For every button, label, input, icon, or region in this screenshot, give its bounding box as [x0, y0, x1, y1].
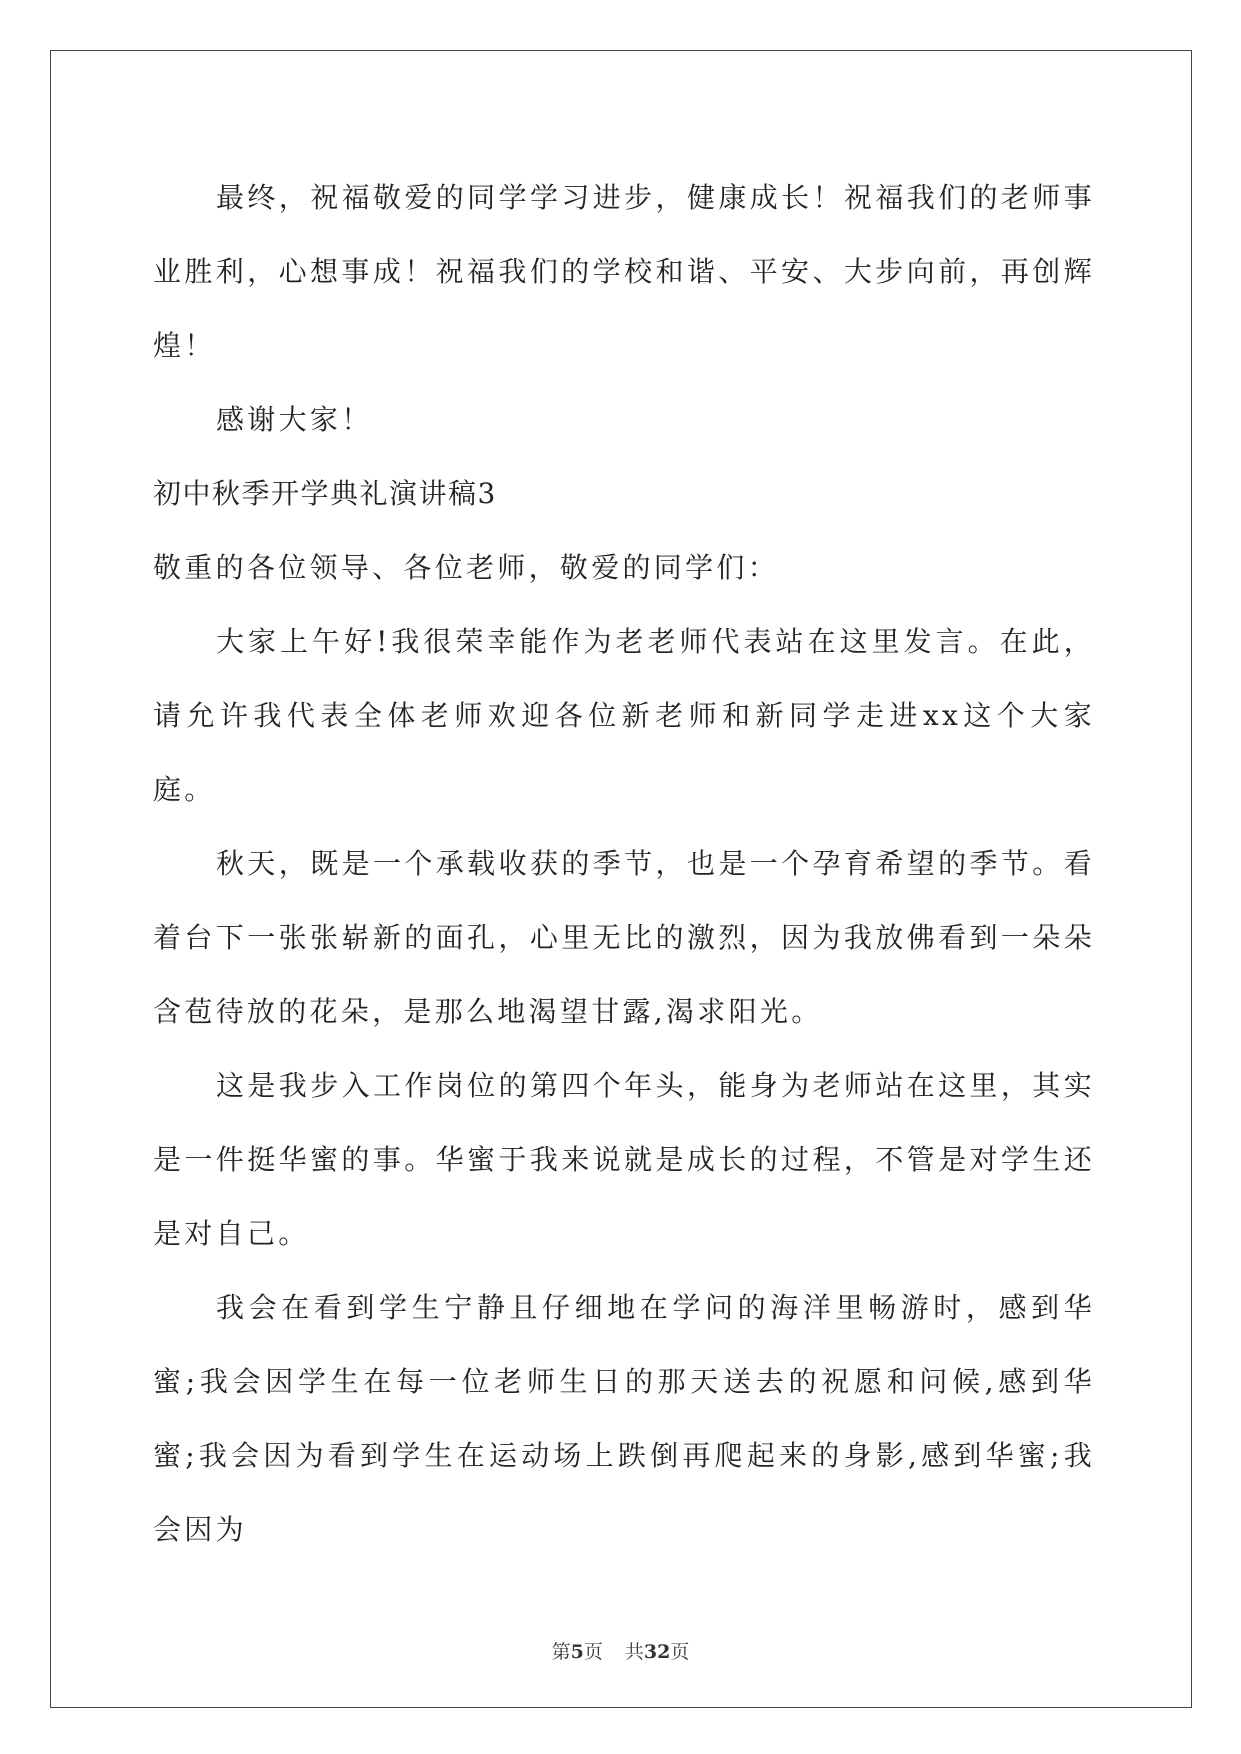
paragraph-happiness: 我会在看到学生宁静且仔细地在学问的海洋里畅游时，感到华蜜;我会因学生在每一位老师生日的那天送去的祝愿和问候,感到华蜜;我会因为看到学生在运动场上跌倒再爬起来的身影,感到华蜜;我会因为 [153, 1291, 1095, 1546]
paragraph-closing-wishes: 最终，祝福敬爱的同学学习进步，健康成长！祝福我们的老师事业胜利，心想事成！祝福我们的学校和谐、平安、大步向前，再创辉煌！ [153, 181, 1095, 362]
section-heading: 初中秋季开学典礼演讲稿3 [153, 477, 497, 510]
footer-total-pages: 32 [643, 1641, 671, 1663]
salutation: 敬重的各位领导、各位老师，敬爱的同学们： [153, 551, 780, 584]
paragraph-autumn: 秋天，既是一个承载收获的季节，也是一个孕育希望的季节。看着台下一张张崭新的面孔，心里无比的激烈，因为我放佛看到一朵朵含苞待放的花朵，是那么地渴望甘露,渴求阳光。 [153, 847, 1095, 1028]
paragraph-thanks: 感谢大家！ [216, 403, 373, 436]
paragraph-greeting: 大家上午好!我很荣幸能作为老老师代表站在这里发言。在此，请允许我代表全体老师欢迎各位新老师和新同学走进xx这个大家庭。 [153, 625, 1095, 806]
page-footer [0, 1637, 1241, 1664]
document-body [153, 161, 1095, 1567]
footer-total-prefix: 共 [624, 1641, 644, 1663]
paragraph-fourth-year: 这是我步入工作岗位的第四个年头，能身为老师站在这里，其实是一件挺华蜜的事。华蜜于我来说就是成长的过程，不管是对学生还是对自己。 [153, 1069, 1095, 1250]
footer-page-number: 5 [570, 1641, 584, 1663]
footer-page-prefix: 第 [551, 1641, 571, 1663]
footer-total-suffix: 页 [670, 1641, 690, 1663]
footer-page-suffix: 页 [583, 1641, 603, 1663]
